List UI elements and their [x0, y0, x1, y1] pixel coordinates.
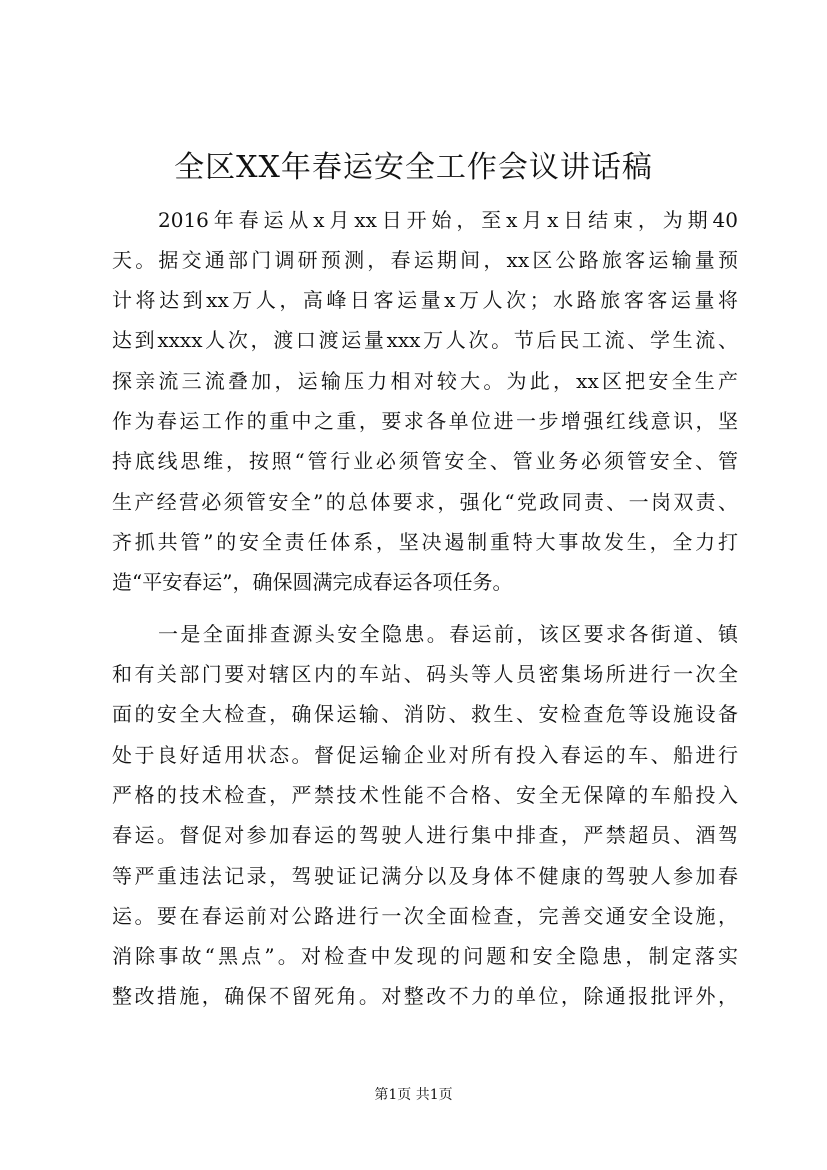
text-line: 达到xxxx人次，渡口渡运量xxx万人次。节后民工流、学生流、 — [112, 328, 738, 352]
text-line: 天。据交通部门调研预测，春运期间，xx区公路旅客运输量预 — [112, 248, 738, 272]
text-line: 和有关部门要对辖区内的车站、码头等人员密集场所进行一次全 — [112, 662, 738, 686]
text-line: 造“平安春运”，确保圆满完成春运各项任务。 — [112, 570, 513, 594]
text-line: 齐抓共管”的安全责任体系，坚决遏制重特大事故发生，全力打 — [112, 530, 738, 554]
text-line: 2016年春运从x月xx日开始，至x月x日结束，为期40 — [158, 208, 738, 232]
text-line: 作为春运工作的重中之重，要求各单位进一步增强红线意识，坚 — [112, 409, 738, 433]
text-line: 一是全面排查源头安全隐患。春运前，该区要求各街道、镇 — [158, 622, 738, 646]
text-line: 运。要在春运前对公路进行一次全面检查，完善交通安全设施， — [112, 904, 738, 928]
text-line: 生产经营必须管安全”的总体要求，强化“党政同责、一岗双责、 — [112, 490, 738, 514]
text-line: 等严重违法记录，驾驶证记满分以及身体不健康的驾驶人参加春 — [112, 864, 738, 888]
text-line: 处于良好适用状态。督促运输企业对所有投入春运的车、船进行 — [112, 743, 738, 767]
page-footer: 第1页 共1页 — [374, 1087, 453, 1103]
text-line: 面的安全大检查，确保运输、消防、救生、安检查危等设施设备 — [112, 702, 738, 726]
text-line: 春运。督促对参加春运的驾驶人进行集中排查，严禁超员、酒驾 — [112, 823, 738, 847]
text-line: 计将达到xx万人，高峰日客运量x万人次；水路旅客客运量将 — [112, 288, 738, 312]
text-line: 整改措施，确保不留死角。对整改不力的单位，除通报批评外， — [112, 984, 738, 1008]
text-line: 消除事故“黑点”。对检查中发现的问题和安全隐患，制定落实 — [112, 944, 738, 968]
text-line: 探亲流三流叠加，运输压力相对较大。为此，xx区把安全生产 — [112, 369, 738, 393]
document-title: 全区XX年春运安全工作会议讲话稿 — [174, 150, 653, 185]
text-line: 持底线思维，按照“管行业必须管安全、管业务必须管安全、管 — [112, 449, 738, 473]
text-line: 严格的技术检查，严禁技术性能不合格、安全无保障的车船投入 — [112, 783, 738, 807]
